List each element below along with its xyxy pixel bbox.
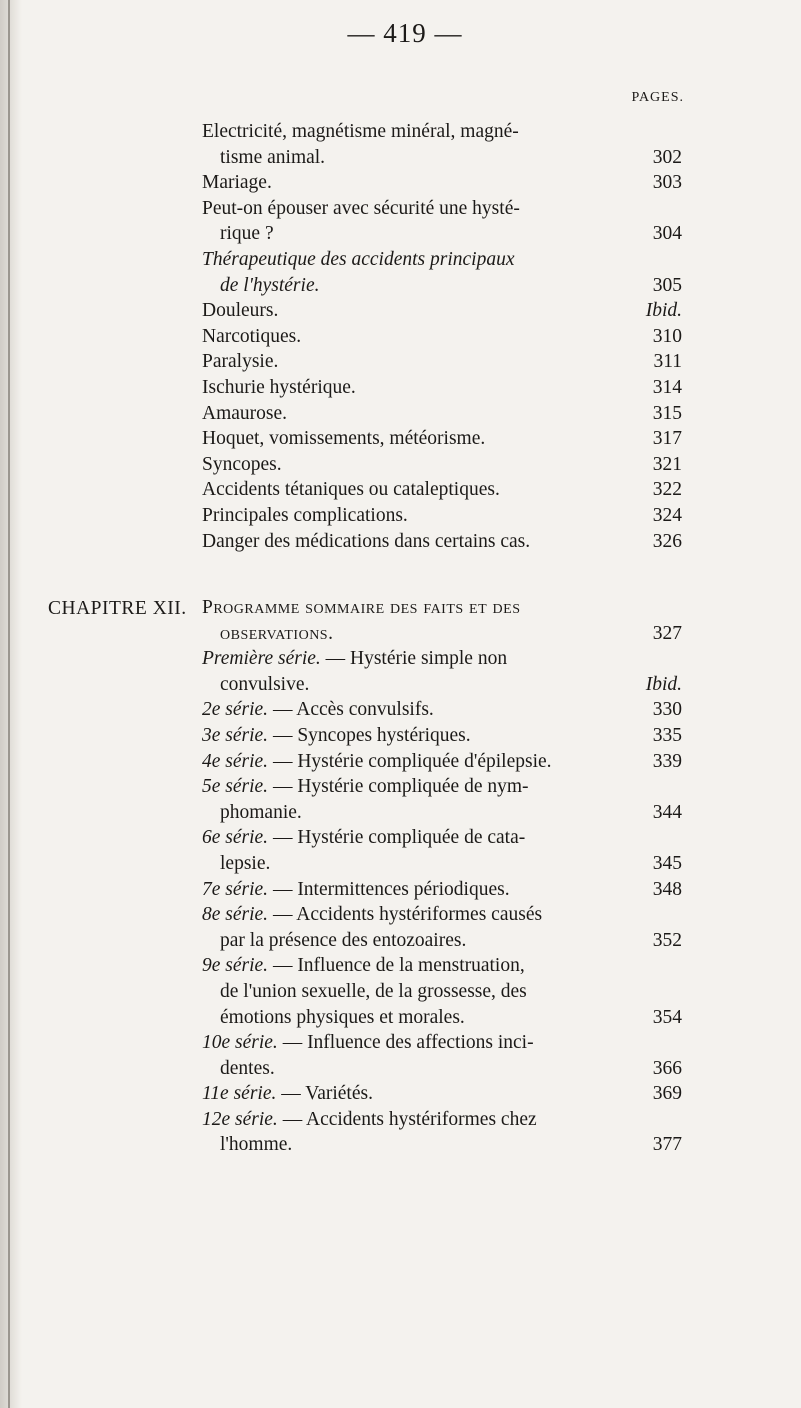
toc-entry-text: Principales complications. xyxy=(202,504,408,526)
toc-entry-line xyxy=(202,749,682,775)
toc-entry-text: Hoquet, vomissements, météorisme. xyxy=(202,428,486,450)
toc-entry-line xyxy=(202,902,682,928)
toc-page-number: 345 xyxy=(652,852,682,874)
toc-entry-text: de l'union sexuelle, de la grossesse, des xyxy=(220,980,527,1002)
series-label: 8e série. xyxy=(202,904,269,926)
toc-page-number: 344 xyxy=(652,801,682,823)
toc-entry-text: observations. xyxy=(220,622,334,644)
toc-entry-line xyxy=(202,877,682,903)
binding-line xyxy=(8,0,10,1408)
series-label: 7e série. xyxy=(202,878,269,900)
toc-page-number: 305 xyxy=(652,274,682,296)
toc-entry-line xyxy=(202,170,682,196)
toc-entry-text: — Influence de la menstruation, xyxy=(268,955,525,977)
series-label: 12e série. xyxy=(202,1108,278,1130)
toc-entry xyxy=(202,1107,682,1158)
toc-entry-text: — Accidents hystériformes causés xyxy=(268,904,543,926)
toc-entry-line xyxy=(202,298,682,324)
toc-entry-line xyxy=(202,503,682,529)
toc-page-number: 339 xyxy=(652,750,682,772)
toc-page-number: 327 xyxy=(652,622,682,644)
toc-entry-text: rique ? xyxy=(220,223,274,245)
toc-entry-text: phomanie. xyxy=(220,801,302,823)
toc-entry-text: Narcotiques. xyxy=(202,325,302,347)
toc-entry-line xyxy=(202,1005,682,1031)
toc-page-number: 366 xyxy=(652,1057,682,1079)
series-label: 5e série. xyxy=(202,776,269,798)
toc-page-number: 321 xyxy=(652,453,682,475)
toc-entry xyxy=(202,349,682,375)
table-of-contents-section-1 xyxy=(202,119,682,554)
toc-entry-text: par la présence des entozoaires. xyxy=(220,929,467,951)
toc-page-number: 314 xyxy=(652,376,682,398)
pages-column-header: PAGES. xyxy=(631,90,684,105)
series-label: 4e série. xyxy=(202,750,269,772)
toc-entry-line xyxy=(202,1030,682,1056)
toc-entry-text: Electricité, magnétisme minéral, magné- xyxy=(202,121,519,142)
toc-page-number: Ibid. xyxy=(645,673,682,695)
series-label: 10e série. xyxy=(202,1032,278,1054)
toc-entry-text: Programme sommaire des faits et des xyxy=(202,597,521,618)
toc-entry xyxy=(202,119,682,170)
toc-entry-text: tisme animal. xyxy=(220,146,326,168)
toc-entry-line xyxy=(202,145,682,171)
chapter-heading: CHAPITRE XII. xyxy=(48,598,187,619)
series-label: 6e série. xyxy=(202,827,269,849)
toc-entry xyxy=(202,953,682,1030)
toc-entry-text: — Accès convulsifs. xyxy=(268,699,434,721)
toc-page-number: 310 xyxy=(652,325,682,347)
toc-entry-line xyxy=(202,800,682,826)
page-number: — 419 — xyxy=(347,18,463,48)
toc-entry-text: — Influence des affections inci- xyxy=(277,1032,534,1054)
toc-entry-text: émotions physiques et morales. xyxy=(220,1006,465,1028)
series-label: 3e série. xyxy=(202,724,269,746)
toc-page-number: 348 xyxy=(652,878,682,900)
toc-page-number: 317 xyxy=(652,428,682,450)
toc-entry-text: lepsie. xyxy=(220,852,271,874)
toc-entry-text: — Hystérie compliquée de nym- xyxy=(268,776,529,798)
toc-entry-text: convulsive. xyxy=(220,673,310,695)
toc-entry xyxy=(202,375,682,401)
toc-entry-line xyxy=(202,851,682,877)
toc-entry-text: Danger des médications dans certains cas. xyxy=(202,530,531,552)
toc-entry-text: Ischurie hystérique. xyxy=(202,376,356,398)
toc-page-number: 304 xyxy=(652,223,682,245)
toc-page-number: 311 xyxy=(653,351,682,373)
toc-entry-line xyxy=(202,324,682,350)
toc-entry xyxy=(202,1081,682,1107)
toc-entry xyxy=(202,477,682,503)
toc-entry-line xyxy=(202,723,682,749)
toc-entry-text: de l'hystérie. xyxy=(220,274,320,296)
toc-entry-line xyxy=(202,375,682,401)
toc-entry-text: Thérapeutique des accidents principaux xyxy=(202,248,515,270)
toc-entry-text: Mariage. xyxy=(202,172,272,194)
toc-entry xyxy=(202,503,682,529)
toc-entry-line xyxy=(202,349,682,375)
toc-entry-line xyxy=(202,928,682,954)
toc-entry-line xyxy=(202,1056,682,1082)
toc-entry xyxy=(202,324,682,350)
toc-entry-line xyxy=(202,953,682,979)
toc-entry xyxy=(202,196,682,247)
toc-entry xyxy=(202,247,682,298)
toc-entry-line xyxy=(202,774,682,800)
toc-page-number: 352 xyxy=(652,929,682,951)
toc-entry-text: Syncopes. xyxy=(202,453,282,475)
toc-entry xyxy=(202,749,682,775)
toc-entry xyxy=(202,529,682,555)
toc-page-number: 369 xyxy=(652,1083,682,1105)
toc-entry-text: dentes. xyxy=(220,1057,275,1079)
toc-entry xyxy=(202,697,682,723)
toc-entry-text: — Intermittences périodiques. xyxy=(268,878,510,900)
toc-entry-line xyxy=(202,452,682,478)
toc-entry-line xyxy=(202,646,682,672)
toc-entry-line xyxy=(202,825,682,851)
series-label: 11e série. xyxy=(202,1083,277,1105)
toc-entry xyxy=(202,426,682,452)
series-label: 9e série. xyxy=(202,955,269,977)
toc-entry xyxy=(202,170,682,196)
toc-entry xyxy=(202,646,682,697)
toc-page-number: 303 xyxy=(652,172,682,194)
toc-entry xyxy=(202,595,682,646)
toc-entry-text: — Hystérie compliquée de cata- xyxy=(268,827,526,849)
toc-page-number: 354 xyxy=(652,1006,682,1028)
toc-entry xyxy=(202,298,682,324)
toc-entry xyxy=(202,774,682,825)
toc-page-number: 326 xyxy=(652,530,682,552)
toc-page-number: 335 xyxy=(652,724,682,746)
toc-page-number: 315 xyxy=(652,402,682,424)
toc-entry xyxy=(202,1030,682,1081)
toc-entry-line xyxy=(202,477,682,503)
toc-entry-text: — Hystérie compliquée d'épilepsie. xyxy=(268,750,552,772)
toc-entry-line xyxy=(202,247,682,273)
toc-entry-line xyxy=(202,401,682,427)
toc-entry-line xyxy=(202,672,682,698)
toc-entry xyxy=(202,825,682,876)
toc-entry-line xyxy=(202,1107,682,1133)
table-of-contents-section-2 xyxy=(202,595,682,1158)
toc-entry-line xyxy=(202,1081,682,1107)
toc-entry xyxy=(202,902,682,953)
toc-entry-line xyxy=(202,697,682,723)
toc-entry-line xyxy=(202,979,682,1005)
toc-page-number: 302 xyxy=(652,146,682,168)
toc-page-number: 322 xyxy=(652,479,682,501)
toc-page-number: 330 xyxy=(652,699,682,721)
toc-entry xyxy=(202,723,682,749)
toc-entry-text: Paralysie. xyxy=(202,351,279,373)
toc-entry-text: Accidents tétaniques ou cataleptiques. xyxy=(202,479,500,501)
toc-entry-line xyxy=(202,1132,682,1158)
toc-entry-text: Amaurose. xyxy=(202,402,288,424)
toc-entry-line xyxy=(202,426,682,452)
toc-entry-line xyxy=(202,621,682,647)
series-label: Première série. xyxy=(202,648,321,670)
toc-entry-text: Peut-on épouser avec sécurité une hysté- xyxy=(202,197,520,219)
toc-entry-line xyxy=(202,221,682,247)
toc-entry-text: Douleurs. xyxy=(202,300,279,322)
toc-entry xyxy=(202,452,682,478)
toc-page-number: 324 xyxy=(652,504,682,526)
toc-entry-text: l'homme. xyxy=(220,1134,293,1156)
toc-page-number: 377 xyxy=(652,1134,682,1156)
toc-entry xyxy=(202,877,682,903)
page-binding-edge xyxy=(0,0,22,1408)
toc-entry xyxy=(202,401,682,427)
series-label: 2e série. xyxy=(202,699,269,721)
toc-entry-line xyxy=(202,196,682,222)
toc-entry-text: — Variétés. xyxy=(276,1083,373,1105)
toc-entry-text: — Hystérie simple non xyxy=(320,648,508,670)
toc-entry-line xyxy=(202,529,682,555)
toc-entry-text: — Accidents hystériformes chez xyxy=(277,1108,537,1130)
toc-entry-text: — Syncopes hystériques. xyxy=(268,724,471,746)
toc-entry-line xyxy=(202,595,682,621)
toc-entry-line xyxy=(202,273,682,299)
toc-entry-line xyxy=(202,119,682,145)
toc-page-number: Ibid. xyxy=(645,300,682,322)
